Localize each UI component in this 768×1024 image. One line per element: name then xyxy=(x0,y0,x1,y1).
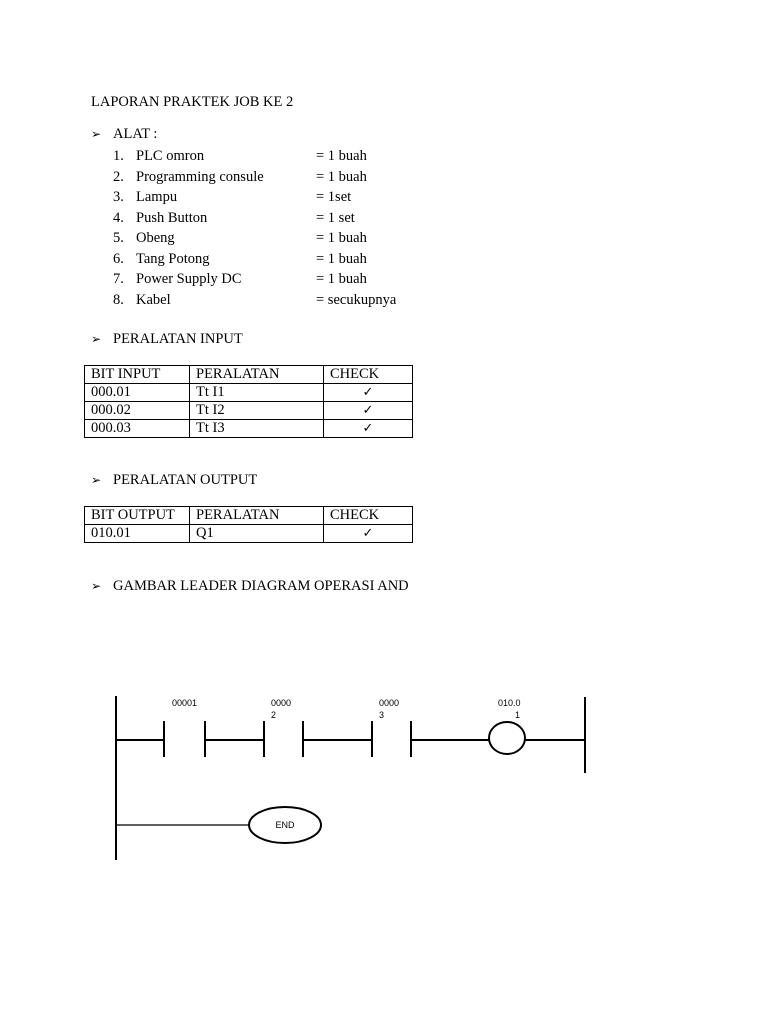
output-coil xyxy=(489,722,525,754)
section-output-heading: PERALATAN OUTPUT xyxy=(113,472,258,488)
table-header-cell: PERALATAN xyxy=(190,507,324,525)
table-cell: 000.03 xyxy=(85,420,190,438)
table-header-cell: CHECK xyxy=(324,366,413,384)
item-name: Power Supply DC xyxy=(136,271,242,287)
item-number: 6. xyxy=(113,250,124,267)
check-icon: ✓ xyxy=(362,403,374,418)
end-label: END xyxy=(275,820,295,830)
table-cell: Tt I3 xyxy=(190,420,324,438)
table-cell: 000.01 xyxy=(85,384,190,402)
bullet-arrow-icon: ➢ xyxy=(91,579,102,593)
bullet-arrow-icon: ➢ xyxy=(91,473,102,487)
check-icon: ✓ xyxy=(362,385,374,400)
item-number: 3. xyxy=(113,189,124,205)
item-number: 2. xyxy=(113,168,124,185)
bullet-arrow-icon: ➢ xyxy=(91,332,102,346)
item-name: Tang Potong xyxy=(136,250,210,267)
contact2-label-line2: 2 xyxy=(271,710,277,720)
item-number: 8. xyxy=(113,291,124,308)
item-qty: = secukupnya xyxy=(316,291,397,308)
table-cell: 010.01 xyxy=(85,525,190,543)
item-qty: = 1 buah xyxy=(316,250,367,267)
item-number: 5. xyxy=(113,230,124,246)
item-number: 1. xyxy=(113,148,124,164)
item-name: Obeng xyxy=(136,230,175,246)
item-qty: = 1 buah xyxy=(316,148,367,164)
item-qty: = 1 buah xyxy=(316,271,367,287)
contact3-label-line2: 3 xyxy=(379,710,385,720)
contact1-label: 00001 xyxy=(172,698,198,708)
page-title: LAPORAN PRAKTEK JOB KE 2 xyxy=(91,94,294,110)
coil-label-line2: 1 xyxy=(515,710,521,720)
item-name: Lampu xyxy=(136,189,178,205)
item-name: PLC omron xyxy=(136,148,205,164)
table-cell: Tt I2 xyxy=(190,402,324,420)
item-number: 4. xyxy=(113,209,124,226)
table-header-cell: BIT INPUT xyxy=(85,366,190,384)
table-cell: Q1 xyxy=(190,525,324,543)
table-header-cell: PERALATAN xyxy=(190,366,324,384)
section-diagram-heading: GAMBAR LEADER DIAGRAM OPERASI AND xyxy=(113,578,409,594)
bullet-arrow-icon: ➢ xyxy=(91,127,102,141)
table-cell: Tt I1 xyxy=(190,384,324,402)
item-qty: = 1 buah xyxy=(316,168,367,185)
item-qty: = 1 buah xyxy=(316,230,367,246)
item-name: Kabel xyxy=(136,291,171,308)
item-name: Push Button xyxy=(136,209,208,226)
item-qty: = 1 set xyxy=(316,209,355,226)
contact3-label-line1: 0000 xyxy=(379,698,400,708)
table-header-cell: BIT OUTPUT xyxy=(85,507,190,525)
coil-label-line1: 010.0 xyxy=(498,698,521,708)
section-input-heading: PERALATAN INPUT xyxy=(113,331,243,347)
item-qty: = 1set xyxy=(316,189,352,205)
check-icon: ✓ xyxy=(362,526,374,541)
item-name: Programming consule xyxy=(136,168,264,185)
item-number: 7. xyxy=(113,271,124,287)
section-alat-heading: ALAT : xyxy=(113,126,158,142)
table-header-cell: CHECK xyxy=(324,507,413,525)
contact2-label-line1: 0000 xyxy=(271,698,292,708)
table-cell: 000.02 xyxy=(85,402,190,420)
check-icon: ✓ xyxy=(362,421,374,436)
